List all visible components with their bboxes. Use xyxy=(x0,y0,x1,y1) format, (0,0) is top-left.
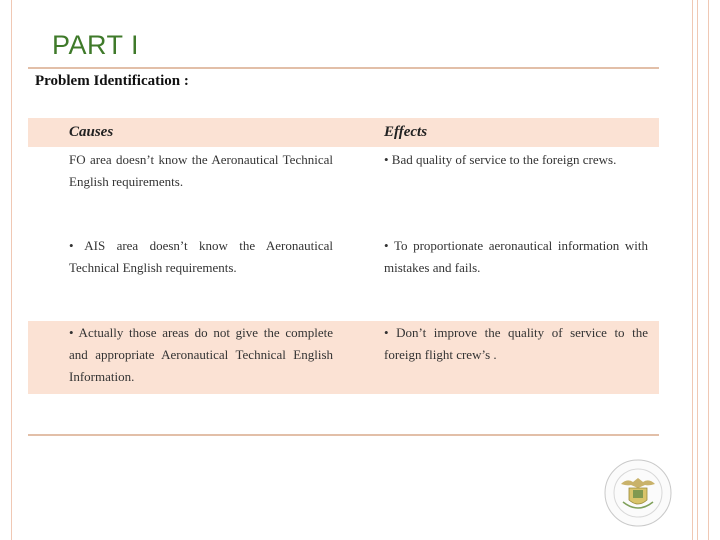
decorative-border-line xyxy=(692,0,693,540)
institution-seal-icon xyxy=(603,458,673,528)
cause-cell: • Actually those areas do not give the complete and appropriate Aeronautical Technical English Information. xyxy=(69,325,333,384)
decorative-border-line xyxy=(11,0,12,540)
effect-cell: • Don’t improve the quality of service to the foreign flight crew’s . xyxy=(384,325,648,362)
table-row xyxy=(28,147,659,235)
cause-cell: • AIS area doesn’t know the Aeronautical Technical English requirements. xyxy=(69,238,333,275)
decorative-border-line xyxy=(708,0,709,540)
bottom-divider xyxy=(28,434,659,436)
slide-title: PART I xyxy=(52,30,140,60)
table-row xyxy=(28,321,659,394)
slide-subtitle: Problem Identification : xyxy=(35,73,189,89)
table-row xyxy=(28,235,659,321)
cause-cell: FO area doesn’t know the Aeronautical Technical English requirements. xyxy=(69,152,333,189)
title-divider xyxy=(28,67,659,69)
effect-cell: • To proportionate aeronautical information with mistakes and fails. xyxy=(384,238,648,275)
causes-header: Causes xyxy=(69,124,114,140)
effects-header: Effects xyxy=(384,124,428,140)
table-header-row xyxy=(28,118,659,147)
decorative-border-line xyxy=(697,0,698,540)
effect-cell: • Bad quality of service to the foreign crews. xyxy=(384,152,617,167)
causes-effects-table xyxy=(28,118,659,394)
